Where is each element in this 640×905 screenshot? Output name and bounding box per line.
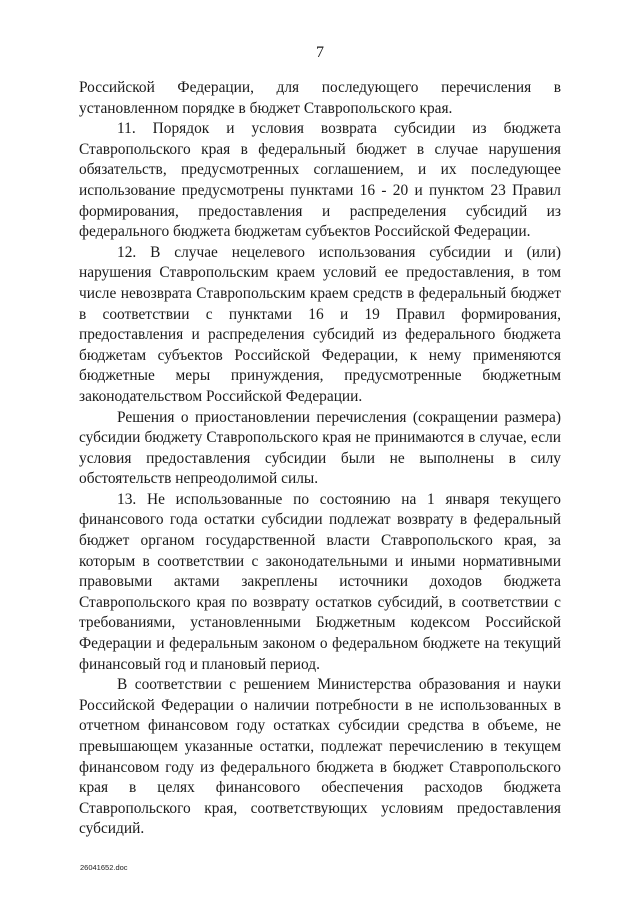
paragraph-item-11: 11. Порядок и условия возврата субсидии из бюджета Ставропольского края в федеральный бюджет в случае нарушения обязательств, предусмотренных соглашением, и их последующее использование предусмотрены пунктами 16 - 20 и пунктом 23 Правил формирования, предоставления и распределения субсидий из федерального бюджета бюджетам субъектов Российской Федерации.: [79, 120, 561, 241]
paragraph-item-13: 13. Не использованные по состоянию на 1 января текущего финансового года остатки субсидии подлежат возврату в федеральный бюджет органом государственной власти Ставропольского края, за которым в соответствии с законодательными и иными нормативными правовыми актами закреплены источники доходов бюджета Ставропольского края по возврату остатков субсидий, в соответствии с требованиями, установленными Бюджетным кодексом Российской Федерации и федеральным законом о федеральном бюджете на текущий финансовый год и плановый период.: [79, 490, 561, 673]
paragraph-continuation: Российской Федерации, для последующего перечисления в установленном порядке в бюджет Ставропольского края.: [79, 79, 561, 117]
paragraph-item-12: 12. В случае нецелевого использования субсидии и (или) нарушения Ставропольским краем условий ее предоставления, в том числе невозврата Ставропольским краем средств в федеральный бюджет в соответствии с пунктами 16 и 19 Правил формирования, предоставления и распределения субсидий из федерального бюджета бюджетам субъектов Российской Федерации, к нему применяются бюджетные меры принуждения, предусмотренные бюджетным законодательством Российской Федерации.: [79, 243, 561, 405]
document-body: [79, 78, 561, 840]
paragraph-ministry-decision: В соответствии с решением Министерства образования и науки Российской Федерации о наличии потребности в не использованных в отчетном финансовом году остатках субсидии средства в объеме, не превышающем указанные остатки, подлежат перечислению в текущем финансовом году из федерального бюджета в бюджет Ставропольского края в целях финансового обеспечения расходов бюджета Ставропольского края, соответствующих условиям предоставления субсидий.: [79, 676, 561, 838]
footer-filename: 26041652.doc: [80, 863, 128, 872]
paragraph-suspension-decision: Решения о приостановлении перечисления (сокращении размера) субсидии бюджету Ставропольского края не принимаются в случае, если условия предоставления субсидии были не выполнены в силу обстоятельств непреодолимой силы.: [79, 408, 561, 488]
page-number: 7: [316, 44, 324, 61]
